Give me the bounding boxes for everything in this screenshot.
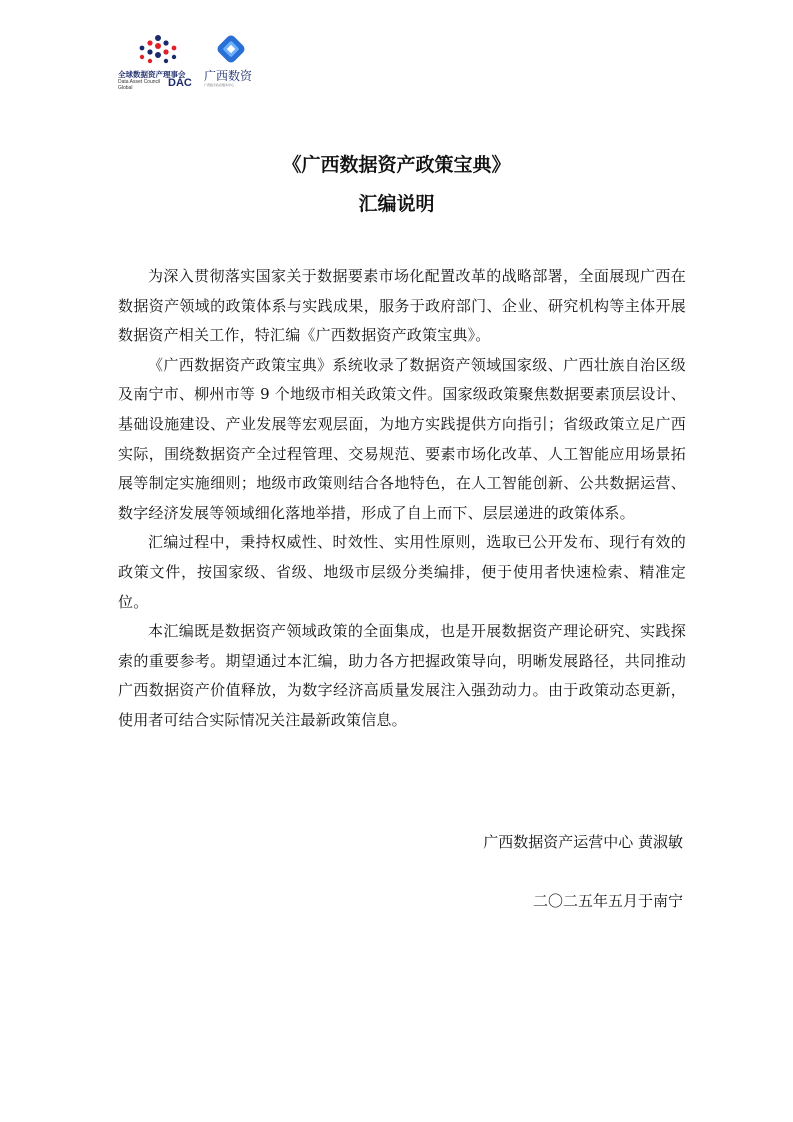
dac-name-en-2: Global [118, 85, 133, 91]
document-title: 《广西数据资产政策宝典》 [282, 154, 511, 176]
dac-dots-icon [136, 34, 180, 66]
document-subtitle: 汇编说明 [358, 193, 435, 215]
paragraph-4: 本汇编既是数据资产领域政策的全面集成，也是开展数据资产理论研究、实践探索的重要参考。期望通过本汇编，助力各方把握政策导向，明晰发展路径，共同推动广西数据资产价值释放，为数字经济高质量发展注入强劲动力。由于政策动态更新，使用者可结合实际情况关注最新政策信息。 [118, 622, 686, 729]
dac-logo [118, 34, 202, 94]
dac-mark: DAC [168, 77, 192, 89]
dac-name-cn: 全球数据资产理事会 [118, 70, 186, 79]
dac-name-en-1: Data Asset Council [118, 79, 161, 85]
gx-name: 广西数资 [204, 69, 253, 83]
document-body [118, 262, 686, 736]
paragraph-2: 《广西数据资产政策宝典》系统收录了数据资产领域国家级、广西壮族自治区级及南宁市、柳州市等 9 个地级市相关政策文件。国家级政策聚焦数据要素顶层设计、基础设施建设、产业发展等宏观层面，为地方实践提供方向指引；省级政策立足广西实际，围绕数据资产全过程管理、交易规范、要素市场化改革、人工智能应用场景拓展等制定实施细则；地级市政策则结合各地特色，在人工智能创新、公共数据运营、数字经济发展等领域细化落地举措，形成了自上而下、层层递进的政策体系。 [118, 355, 686, 522]
paragraph-3: 汇编过程中，秉持权威性、时效性、实用性原则，选取已公开发布、现行有效的政策文件，按国家级、省级、地级市层级分类编排，便于使用者快速检索、精准定位。 [118, 533, 686, 611]
gx-logo [204, 34, 276, 94]
header-logos [118, 34, 278, 94]
gx-subtitle: 广西数字政府服务中心 [204, 83, 235, 87]
gx-diamond-icon [214, 34, 248, 66]
paragraph-1: 为深入贯彻落实国家关于数据要素市场化配置改革的战略部署，全面展现广西在数据资产领域的政策体系与实践成果，服务于政府部门、企业、研究机构等主体开展数据资产相关工作，特汇编《广西数据资产政策宝典》。 [118, 267, 686, 345]
date-line: 二〇二五年五月于南宁 [532, 892, 683, 910]
signature: 广西数据资产运营中心 黄淑敏 [483, 833, 683, 851]
